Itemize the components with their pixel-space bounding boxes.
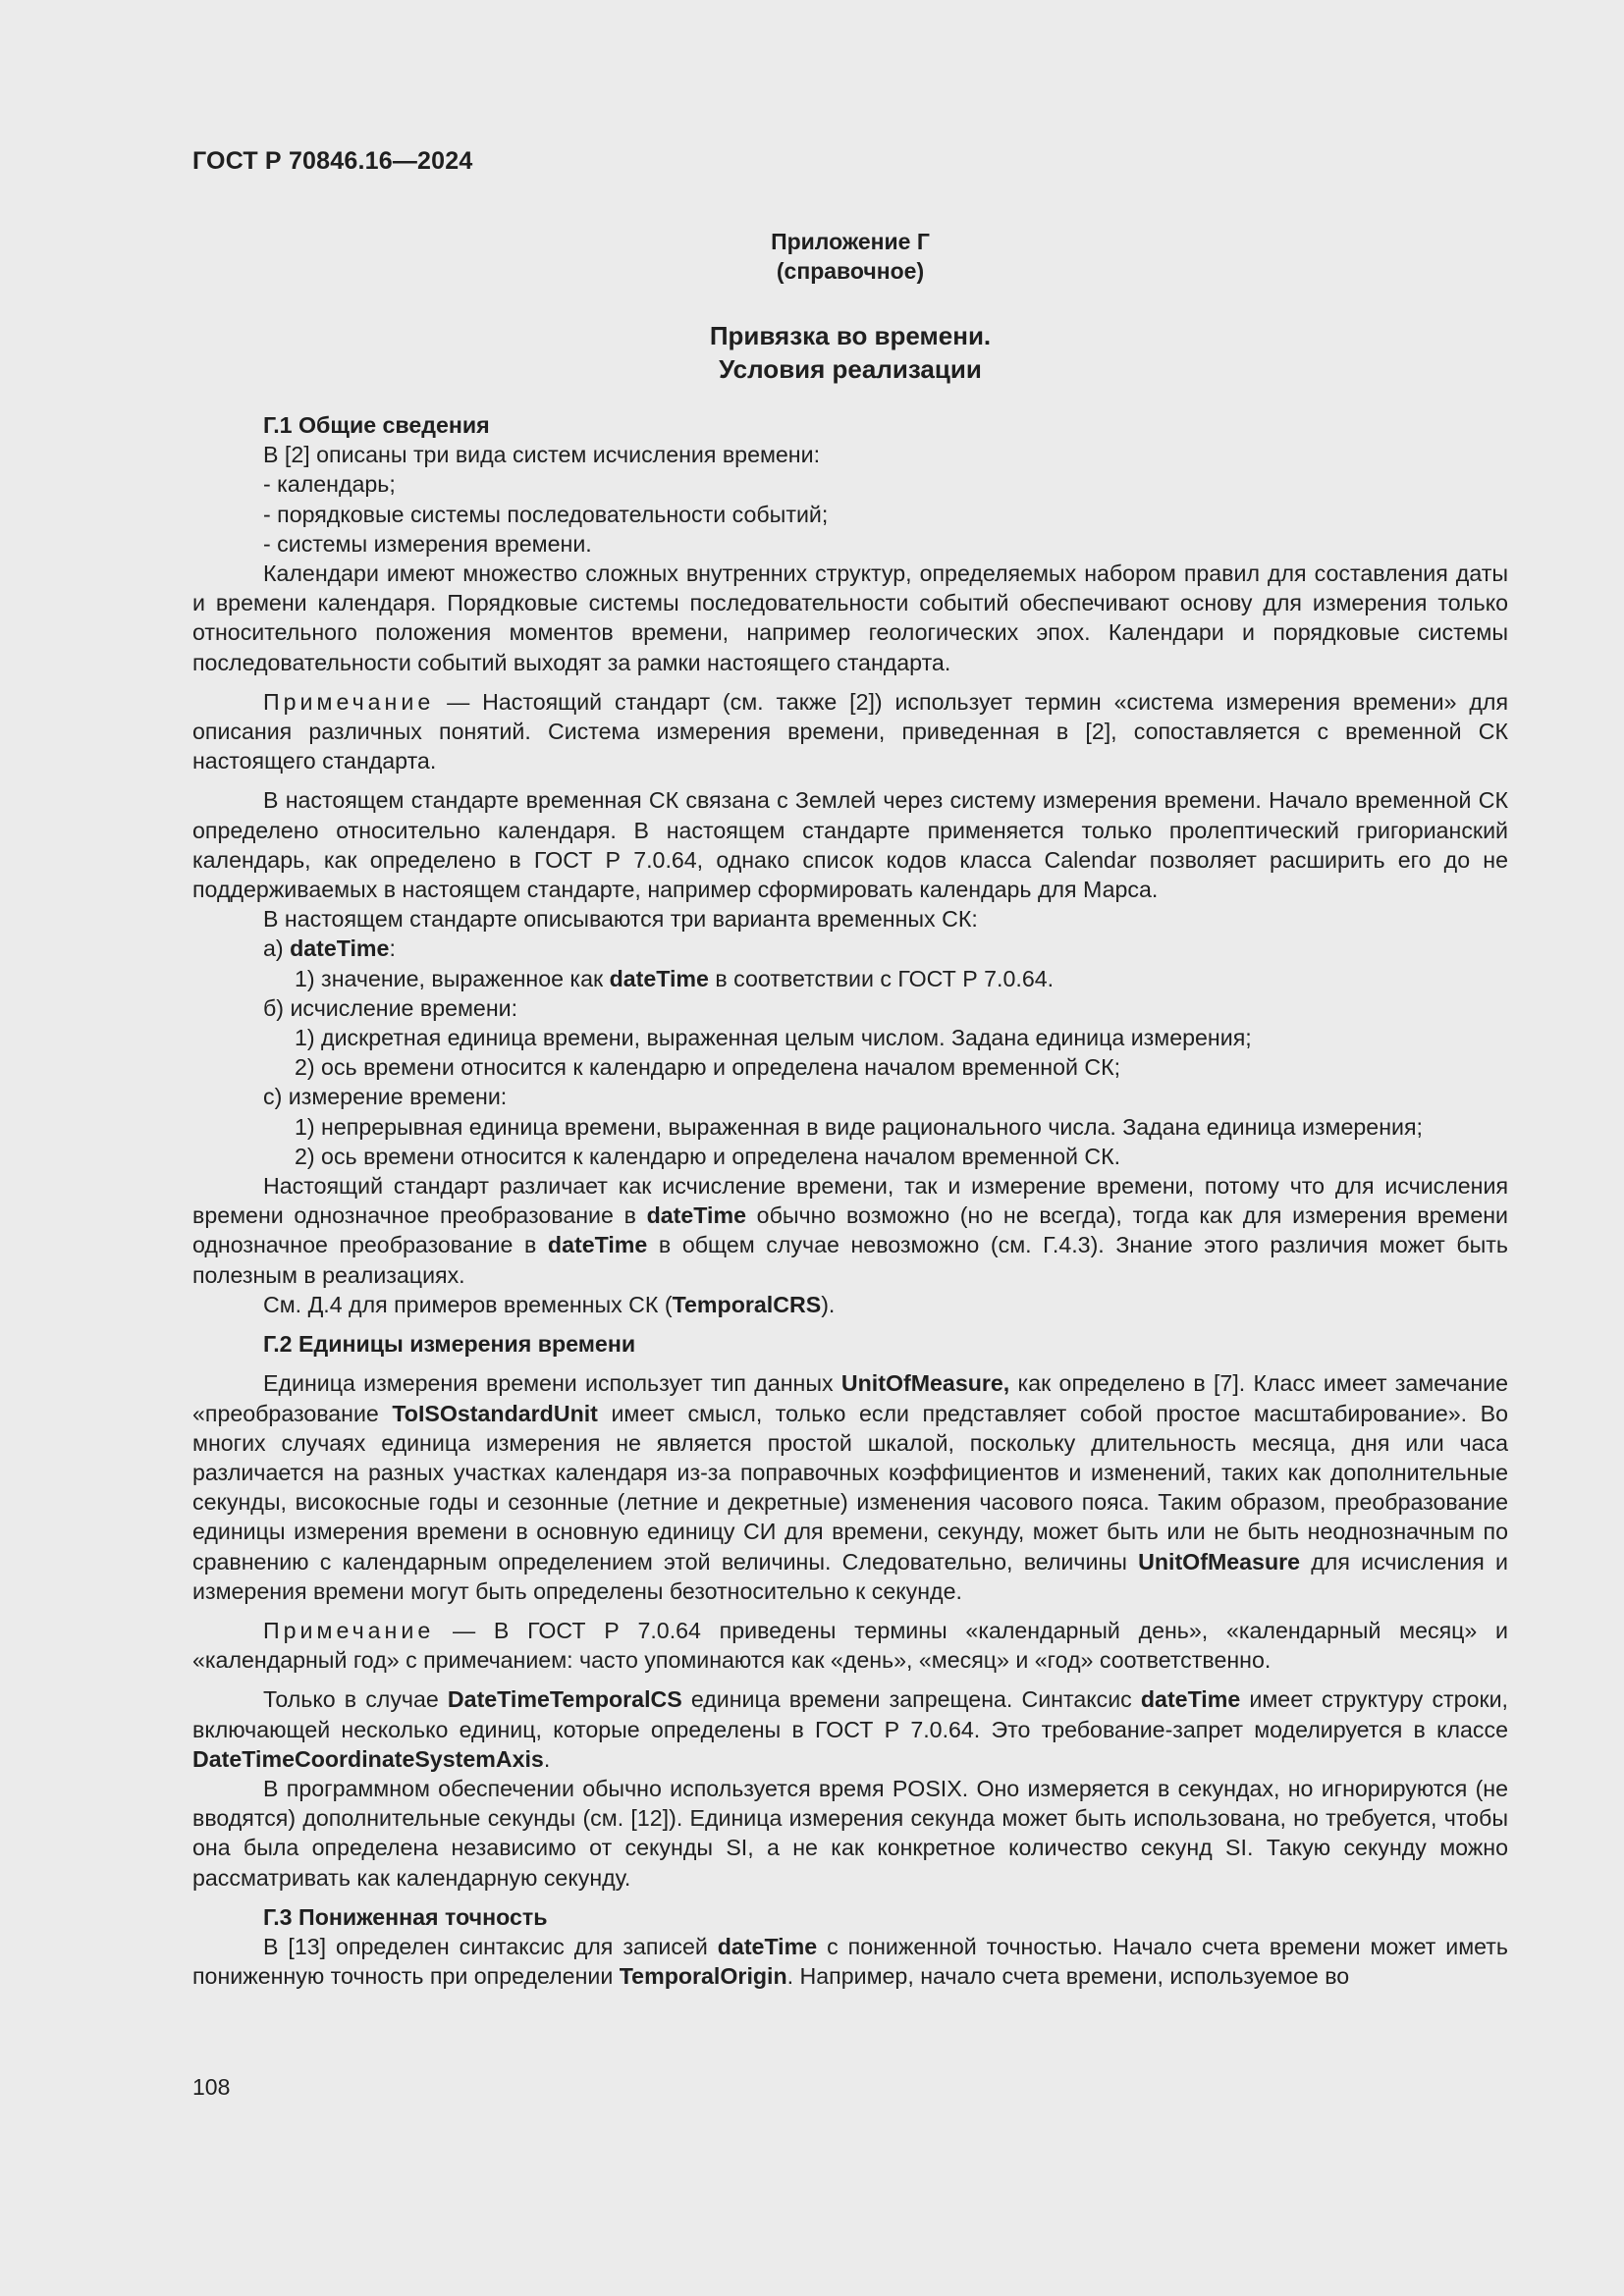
term: UnitOfMeasure [1138,1548,1301,1575]
paragraph: В настоящем стандарте временная СК связана с Землей через систему измерения времени. Начало временной СК определено относительно календаря. В настоящем стандарте применяется только пролептический григорианский календарь, как определено в ГОСТ Р 7.0.64, однако список кодов класса Calendar позволяет расширить его до не поддерживаемых в настоящем стандарте, например сформировать календарь для Марса. [192,787,1508,903]
appendix-title [192,319,1508,386]
list-item-b: б) исчисление времени: [263,994,518,1021]
appendix-heading [192,227,1508,286]
note-text: — В ГОСТ Р 7.0.64 приведены термины «календарный день», «календарный месяц» и «календарный год» с примечанием: часто упоминаются как «день», «месяц» и «год» соответственно. [192,1617,1508,1674]
standard-designation: ГОСТ Р 70846.16—2024 [192,147,473,175]
list-subitem: 2) ось времени относится к календарю и определена началом временной СК; [295,1054,1121,1081]
note-label: Примечание [263,1617,435,1643]
paragraph: В [2] описаны три вида систем исчисления времени: [263,442,821,468]
list-subitem: 1) дискретная единица времени, выраженная целым числом. Задана единица измерения; [295,1025,1252,1051]
list-item-c: с) измерение времени: [263,1084,508,1110]
term: DateTimeTemporalCS [447,1686,682,1713]
appendix-kind: (справочное) [776,258,925,284]
list-item: - порядковые системы последовательности событий; [263,501,829,527]
paragraph: Единица измерения времени использует тип данных UnitOfMeasure, как определено в [7]. Класс имеет замечание «преобразование ToISOstandardUnit имеет смысл, только если представляет собой простое масштабирование». Во многих случаях единица измерения не является простой шкалой, поскольку длительность месяца, дня или часа различается на разных участках календаря из-за поправочных коэффициентов и изменений, таких как дополнительные секунды, високосные годы и сезонные (летние и декретные) изменения часового пояса. Таким образом, преобразование единицы измерения времени в основную единицу СИ для времени, секунду, может быть или не быть неоднозначным по сравнению с календарным определением этой величины. Следовательно, величины UnitOfMeasure для исчисления и измерения времени могут быть определены безотносительно к секунде. [192,1370,1508,1604]
list-item: - системы измерения времени. [263,530,592,557]
term: UnitOfMeasure, [840,1370,1010,1397]
paragraph: Настоящий стандарт различает как исчисление времени, так и измерение времени, потому что для исчисления времени однозначное преобразование в dateTime обычно возможно (но не всегда), тогда как для измерения времени однозначное преобразование в dateTime в общем случае невозможно (см. Г.4.3). Знание этого различия может быть полезным в реализациях. [192,1173,1508,1288]
section-heading-g1: Г.1 Общие сведения [263,412,490,438]
term: dateTime [717,1933,818,1959]
term: dateTime [290,935,390,962]
title-line-1: Привязка во времени. [709,321,992,350]
term: TemporalCRS [672,1291,822,1317]
appendix-label: Приложение Г [771,229,930,254]
paragraph: В [13] определен синтаксис для записей dateTime с пониженной точностью. Начало счета времени может иметь пониженную точность при определении TemporalOrigin. Например, начало счета времени, используемое во [192,1933,1508,1990]
title-line-2: Условия реализации [719,354,982,384]
paragraph: В настоящем стандарте описываются три варианта временных СК: [263,906,978,933]
document-body [192,410,1508,1991]
list-item: - календарь; [263,471,396,498]
list-subitem: 2) ось времени относится к календарю и определена началом временной СК. [295,1143,1121,1169]
section-heading-g2: Г.2 Единицы измерения времени [263,1331,636,1358]
list-subitem: 1) значение, выраженное как dateTime в соответствии с ГОСТ Р 7.0.64. [295,965,1055,991]
list-item-a: а) dateTime: [263,935,396,962]
term: dateTime [547,1232,648,1258]
term: TemporalOrigin [619,1963,787,1990]
term: dateTime [609,965,709,991]
list-subitem: 1) непрерывная единица времени, выраженная в виде рационального числа. Задана единица измерения; [295,1113,1423,1140]
term: dateTime [646,1202,746,1229]
note [192,687,1508,776]
page-number: 108 [192,2074,231,2100]
note-label: Примечание [263,688,435,715]
note [192,1616,1508,1675]
paragraph: См. Д.4 для примеров временных СК (TemporalCRS). [263,1291,836,1317]
term: ToISOstandardUnit [392,1400,598,1426]
paragraph: В программном обеспечении обычно используется время POSIX. Оно измеряется в секундах, но игнорируются (не вводятся) дополнительные секунды (см. [12]). Единица измерения секунда может быть использована, но требуется, чтобы она была определена независимо от секунды SI, а не как конкретное количество секунд SI. Такую секунду можно рассматривать как календарную секунду. [192,1775,1508,1891]
paragraph: Календари имеют множество сложных внутренних структур, определяемых набором правил для составления даты и времени календаря. Порядковые системы последовательности событий обеспечивают основу для измерения только относительного положения моментов времени, например геологических эпох. Календари и порядковые системы последовательности событий выходят за рамки настоящего стандарта. [192,561,1508,675]
note-text: — Настоящий стандарт (см. также [2]) использует термин «система измерения времени» для описания различных понятий. Система измерения времени, приведенная в [2], сопоставляется с временной СК настоящего стандарта. [192,688,1508,774]
paragraph: Только в случае DateTimeTemporalCS единица времени запрещена. Синтаксис dateTime имеет структуру строки, включающей несколько единиц, которые определены в ГОСТ Р 7.0.64. Это требование-запрет моделируется в классе DateTimeCoordinateSystemAxis. [192,1686,1509,1772]
term: dateTime [1140,1686,1241,1713]
section-heading-g3: Г.3 Пониженная точность [263,1903,548,1930]
term: DateTimeCoordinateSystemAxis [192,1745,544,1772]
